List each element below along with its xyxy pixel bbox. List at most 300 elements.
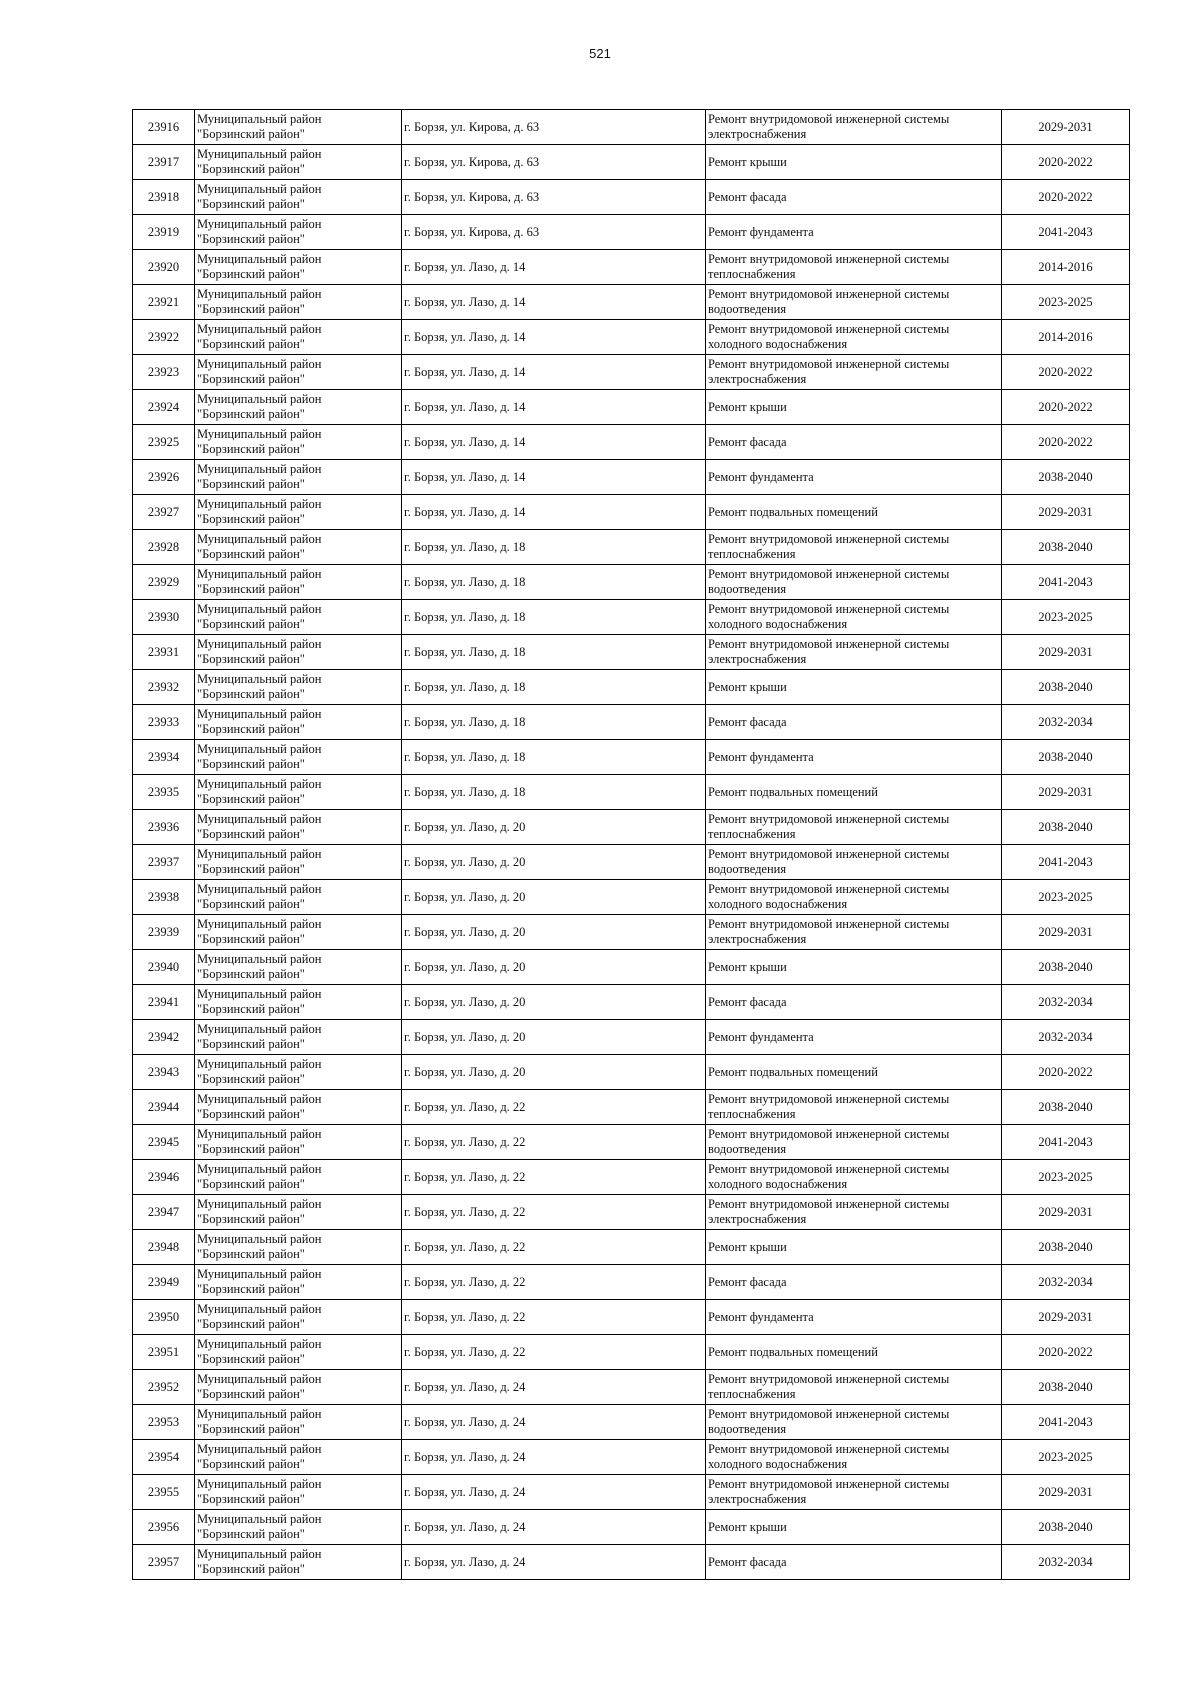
municipality-line: Муниципальный район xyxy=(197,1092,322,1106)
address-cell: г. Борзя, ул. Лазо, д. 22 xyxy=(402,1335,706,1370)
municipality-line: "Борзинский район" xyxy=(197,127,305,141)
address-cell: г. Борзя, ул. Кирова, д. 63 xyxy=(402,145,706,180)
row-number-cell: 23917 xyxy=(133,145,195,180)
work-type-line: водоотведения xyxy=(708,862,787,876)
municipality-cell xyxy=(195,530,402,565)
work-type-cell xyxy=(706,985,1002,1020)
period-cell: 2020-2022 xyxy=(1002,180,1130,215)
municipality-line: "Борзинский район" xyxy=(197,1422,305,1436)
address-cell: г. Борзя, ул. Лазо, д. 22 xyxy=(402,1230,706,1265)
municipality-line: Муниципальный район xyxy=(197,1022,322,1036)
row-number-cell: 23933 xyxy=(133,705,195,740)
municipality-cell xyxy=(195,985,402,1020)
municipality-cell xyxy=(195,1265,402,1300)
work-type-cell xyxy=(706,1440,1002,1475)
municipality-line: Муниципальный район xyxy=(197,287,322,301)
address-cell: г. Борзя, ул. Лазо, д. 14 xyxy=(402,460,706,495)
work-type-line: Ремонт крыши xyxy=(708,1519,787,1534)
work-type-cell xyxy=(706,705,1002,740)
row-number-cell: 23931 xyxy=(133,635,195,670)
address-cell: г. Борзя, ул. Лазо, д. 18 xyxy=(402,635,706,670)
period-cell: 2020-2022 xyxy=(1002,390,1130,425)
period-cell: 2029-2031 xyxy=(1002,495,1130,530)
municipality-line: "Борзинский район" xyxy=(197,372,305,386)
work-type-cell xyxy=(706,1510,1002,1545)
municipality-cell xyxy=(195,460,402,495)
period-cell: 2038-2040 xyxy=(1002,670,1130,705)
work-type-line: Ремонт внутридомовой инженерной системы xyxy=(708,1092,950,1106)
work-type-line: Ремонт внутридомовой инженерной системы xyxy=(708,637,950,651)
address-cell: г. Борзя, ул. Лазо, д. 20 xyxy=(402,1055,706,1090)
table-row xyxy=(133,1300,1130,1335)
work-type-line: Ремонт фасада xyxy=(708,1274,787,1289)
work-type-line: Ремонт подвальных помещений xyxy=(708,504,878,519)
municipality-line: "Борзинский район" xyxy=(197,617,305,631)
work-type-line: Ремонт внутридомовой инженерной системы xyxy=(708,847,950,861)
work-type-cell xyxy=(706,880,1002,915)
address-cell: г. Борзя, ул. Лазо, д. 20 xyxy=(402,845,706,880)
address-cell: г. Борзя, ул. Кирова, д. 63 xyxy=(402,215,706,250)
row-number-cell: 23938 xyxy=(133,880,195,915)
work-type-line: теплоснабжения xyxy=(708,1107,796,1121)
work-type-line: электроснабжения xyxy=(708,652,807,666)
work-type-line: Ремонт внутридомовой инженерной системы xyxy=(708,812,950,826)
municipality-line: Муниципальный район xyxy=(197,357,322,371)
table-row xyxy=(133,1055,1130,1090)
municipality-cell xyxy=(195,390,402,425)
municipality-line: Муниципальный район xyxy=(197,147,322,161)
municipality-line: "Борзинский район" xyxy=(197,1387,305,1401)
work-type-line: Ремонт фасада xyxy=(708,994,787,1009)
municipality-line: Муниципальный район xyxy=(197,462,322,476)
row-number-cell: 23920 xyxy=(133,250,195,285)
address-cell: г. Борзя, ул. Лазо, д. 22 xyxy=(402,1195,706,1230)
municipality-line: "Борзинский район" xyxy=(197,302,305,316)
row-number-cell: 23947 xyxy=(133,1195,195,1230)
work-type-cell xyxy=(706,1475,1002,1510)
period-cell: 2032-2034 xyxy=(1002,1265,1130,1300)
municipality-cell xyxy=(195,1510,402,1545)
table-row xyxy=(133,600,1130,635)
municipality-line: "Борзинский район" xyxy=(197,687,305,701)
work-type-cell xyxy=(706,1545,1002,1580)
municipality-line: Муниципальный район xyxy=(197,847,322,861)
work-type-cell xyxy=(706,355,1002,390)
work-type-cell xyxy=(706,180,1002,215)
work-type-line: холодного водоснабжения xyxy=(708,617,848,631)
municipality-line: "Борзинский район" xyxy=(197,162,305,176)
table-row xyxy=(133,425,1130,460)
municipality-cell xyxy=(195,495,402,530)
address-cell: г. Борзя, ул. Лазо, д. 24 xyxy=(402,1440,706,1475)
work-type-cell xyxy=(706,1230,1002,1265)
work-type-line: теплоснабжения xyxy=(708,827,796,841)
period-cell: 2041-2043 xyxy=(1002,1405,1130,1440)
work-type-cell xyxy=(706,530,1002,565)
work-type-line: Ремонт крыши xyxy=(708,154,787,169)
work-type-line: водоотведения xyxy=(708,1142,787,1156)
period-cell: 2038-2040 xyxy=(1002,1510,1130,1545)
work-type-cell xyxy=(706,1335,1002,1370)
row-number-cell: 23939 xyxy=(133,915,195,950)
municipality-line: "Борзинский район" xyxy=(197,757,305,771)
work-type-line: Ремонт крыши xyxy=(708,959,787,974)
work-type-line: теплоснабжения xyxy=(708,547,796,561)
municipality-line: "Борзинский район" xyxy=(197,1282,305,1296)
work-type-line: Ремонт внутридомовой инженерной системы xyxy=(708,882,950,896)
municipality-line: Муниципальный район xyxy=(197,112,322,126)
table-row xyxy=(133,705,1130,740)
work-type-line: Ремонт фасада xyxy=(708,1554,787,1569)
municipality-cell xyxy=(195,215,402,250)
municipality-line: Муниципальный район xyxy=(197,392,322,406)
period-cell: 2029-2031 xyxy=(1002,915,1130,950)
work-type-cell xyxy=(706,1160,1002,1195)
municipality-line: Муниципальный район xyxy=(197,252,322,266)
municipality-line: "Борзинский район" xyxy=(197,1107,305,1121)
work-type-cell xyxy=(706,320,1002,355)
work-type-cell xyxy=(706,810,1002,845)
municipality-line: Муниципальный район xyxy=(197,1337,322,1351)
row-number-cell: 23936 xyxy=(133,810,195,845)
work-type-cell xyxy=(706,635,1002,670)
row-number-cell: 23926 xyxy=(133,460,195,495)
municipality-cell xyxy=(195,1230,402,1265)
row-number-cell: 23940 xyxy=(133,950,195,985)
municipality-line: Муниципальный район xyxy=(197,777,322,791)
work-type-line: теплоснабжения xyxy=(708,1387,796,1401)
table-row xyxy=(133,495,1130,530)
address-cell: г. Борзя, ул. Лазо, д. 18 xyxy=(402,775,706,810)
table-row xyxy=(133,740,1130,775)
municipality-cell xyxy=(195,1300,402,1335)
row-number-cell: 23923 xyxy=(133,355,195,390)
municipality-cell xyxy=(195,180,402,215)
address-cell: г. Борзя, ул. Лазо, д. 14 xyxy=(402,495,706,530)
period-cell: 2038-2040 xyxy=(1002,810,1130,845)
row-number-cell: 23950 xyxy=(133,1300,195,1335)
period-cell: 2041-2043 xyxy=(1002,565,1130,600)
period-cell: 2020-2022 xyxy=(1002,1055,1130,1090)
address-cell: г. Борзя, ул. Лазо, д. 18 xyxy=(402,565,706,600)
municipality-line: Муниципальный район xyxy=(197,322,322,336)
municipality-cell xyxy=(195,250,402,285)
address-cell: г. Борзя, ул. Лазо, д. 24 xyxy=(402,1510,706,1545)
municipality-cell xyxy=(195,635,402,670)
row-number-cell: 23943 xyxy=(133,1055,195,1090)
table-row xyxy=(133,1335,1130,1370)
work-type-cell xyxy=(706,425,1002,460)
period-cell: 2029-2031 xyxy=(1002,635,1130,670)
municipality-line: Муниципальный район xyxy=(197,672,322,686)
work-type-line: Ремонт фундамента xyxy=(708,749,814,764)
work-type-cell xyxy=(706,495,1002,530)
row-number-cell: 23955 xyxy=(133,1475,195,1510)
municipality-line: "Борзинский район" xyxy=(197,1492,305,1506)
municipality-line: "Борзинский район" xyxy=(197,1247,305,1261)
municipality-cell xyxy=(195,1475,402,1510)
municipality-cell xyxy=(195,320,402,355)
work-type-line: Ремонт внутридомовой инженерной системы xyxy=(708,112,950,126)
address-cell: г. Борзя, ул. Лазо, д. 20 xyxy=(402,950,706,985)
address-cell: г. Борзя, ул. Лазо, д. 14 xyxy=(402,355,706,390)
period-cell: 2038-2040 xyxy=(1002,530,1130,565)
municipality-line: Муниципальный район xyxy=(197,1512,322,1526)
work-type-cell xyxy=(706,1265,1002,1300)
row-number-cell: 23935 xyxy=(133,775,195,810)
work-type-cell xyxy=(706,110,1002,145)
period-cell: 2029-2031 xyxy=(1002,1475,1130,1510)
work-type-cell xyxy=(706,1405,1002,1440)
row-number-cell: 23949 xyxy=(133,1265,195,1300)
work-type-line: Ремонт фасада xyxy=(708,434,787,449)
work-type-line: холодного водоснабжения xyxy=(708,1457,848,1471)
period-cell: 2041-2043 xyxy=(1002,215,1130,250)
table-row xyxy=(133,845,1130,880)
address-cell: г. Борзя, ул. Кирова, д. 63 xyxy=(402,110,706,145)
work-type-line: электроснабжения xyxy=(708,1492,807,1506)
table-row xyxy=(133,250,1130,285)
row-number-cell: 23927 xyxy=(133,495,195,530)
municipality-line: "Борзинский район" xyxy=(197,267,305,281)
work-type-line: Ремонт внутридомовой инженерной системы xyxy=(708,1477,950,1491)
work-type-line: Ремонт фасада xyxy=(708,189,787,204)
period-cell: 2038-2040 xyxy=(1002,1230,1130,1265)
period-cell: 2032-2034 xyxy=(1002,985,1130,1020)
municipality-line: "Борзинский район" xyxy=(197,407,305,421)
work-type-cell xyxy=(706,845,1002,880)
municipality-line: Муниципальный район xyxy=(197,952,322,966)
row-number-cell: 23930 xyxy=(133,600,195,635)
row-number-cell: 23957 xyxy=(133,1545,195,1580)
municipality-cell xyxy=(195,1545,402,1580)
work-type-line: Ремонт внутридомовой инженерной системы xyxy=(708,357,950,371)
row-number-cell: 23941 xyxy=(133,985,195,1020)
table-row xyxy=(133,390,1130,425)
municipality-line: Муниципальный район xyxy=(197,707,322,721)
address-cell: г. Борзя, ул. Лазо, д. 24 xyxy=(402,1405,706,1440)
municipality-line: "Борзинский район" xyxy=(197,1037,305,1051)
address-cell: г. Борзя, ул. Лазо, д. 22 xyxy=(402,1160,706,1195)
municipality-line: Муниципальный район xyxy=(197,1267,322,1281)
municipality-line: "Борзинский район" xyxy=(197,862,305,876)
period-cell: 2023-2025 xyxy=(1002,600,1130,635)
municipality-cell xyxy=(195,740,402,775)
municipality-line: Муниципальный район xyxy=(197,637,322,651)
municipality-line: Муниципальный район xyxy=(197,567,322,581)
municipality-line: Муниципальный район xyxy=(197,812,322,826)
period-cell: 2032-2034 xyxy=(1002,705,1130,740)
municipality-line: "Борзинский район" xyxy=(197,337,305,351)
row-number-cell: 23919 xyxy=(133,215,195,250)
municipality-cell xyxy=(195,810,402,845)
registry-table xyxy=(132,109,1130,1580)
table-row xyxy=(133,1160,1130,1195)
table-row xyxy=(133,460,1130,495)
address-cell: г. Борзя, ул. Лазо, д. 18 xyxy=(402,740,706,775)
work-type-line: холодного водоснабжения xyxy=(708,337,848,351)
table-row xyxy=(133,110,1130,145)
table-row xyxy=(133,1125,1130,1160)
work-type-line: Ремонт фасада xyxy=(708,714,787,729)
table-row xyxy=(133,670,1130,705)
municipality-line: Муниципальный район xyxy=(197,742,322,756)
period-cell: 2020-2022 xyxy=(1002,145,1130,180)
municipality-line: Муниципальный район xyxy=(197,602,322,616)
address-cell: г. Борзя, ул. Лазо, д. 20 xyxy=(402,1020,706,1055)
municipality-line: "Борзинский район" xyxy=(197,1002,305,1016)
work-type-cell xyxy=(706,600,1002,635)
municipality-line: "Борзинский район" xyxy=(197,232,305,246)
municipality-cell xyxy=(195,1125,402,1160)
municipality-line: "Борзинский район" xyxy=(197,512,305,526)
municipality-line: "Борзинский район" xyxy=(197,1352,305,1366)
work-type-cell xyxy=(706,1195,1002,1230)
table-row xyxy=(133,1405,1130,1440)
municipality-line: "Борзинский район" xyxy=(197,897,305,911)
work-type-line: водоотведения xyxy=(708,582,787,596)
municipality-line: "Борзинский район" xyxy=(197,967,305,981)
address-cell: г. Борзя, ул. Лазо, д. 20 xyxy=(402,810,706,845)
municipality-line: Муниципальный район xyxy=(197,1232,322,1246)
municipality-line: Муниципальный район xyxy=(197,532,322,546)
table-row xyxy=(133,1265,1130,1300)
municipality-line: "Борзинский район" xyxy=(197,1527,305,1541)
work-type-cell xyxy=(706,565,1002,600)
work-type-cell xyxy=(706,950,1002,985)
municipality-line: Муниципальный район xyxy=(197,1302,322,1316)
row-number-cell: 23934 xyxy=(133,740,195,775)
period-cell: 2038-2040 xyxy=(1002,1090,1130,1125)
row-number-cell: 23952 xyxy=(133,1370,195,1405)
municipality-line: Муниципальный район xyxy=(197,497,322,511)
work-type-line: Ремонт внутридомовой инженерной системы xyxy=(708,252,950,266)
municipality-line: Муниципальный район xyxy=(197,1477,322,1491)
period-cell: 2029-2031 xyxy=(1002,110,1130,145)
municipality-line: "Борзинский район" xyxy=(197,1072,305,1086)
work-type-line: теплоснабжения xyxy=(708,267,796,281)
work-type-line: Ремонт фундамента xyxy=(708,469,814,484)
work-type-line: Ремонт фундамента xyxy=(708,1029,814,1044)
municipality-cell xyxy=(195,145,402,180)
work-type-line: электроснабжения xyxy=(708,932,807,946)
municipality-line: "Борзинский район" xyxy=(197,1457,305,1471)
work-type-line: Ремонт внутридомовой инженерной системы xyxy=(708,1197,950,1211)
municipality-line: "Борзинский район" xyxy=(197,1177,305,1191)
municipality-line: "Борзинский район" xyxy=(197,932,305,946)
address-cell: г. Борзя, ул. Лазо, д. 20 xyxy=(402,985,706,1020)
work-type-cell xyxy=(706,1020,1002,1055)
table-row xyxy=(133,880,1130,915)
period-cell: 2038-2040 xyxy=(1002,740,1130,775)
address-cell: г. Борзя, ул. Лазо, д. 22 xyxy=(402,1125,706,1160)
work-type-line: Ремонт внутридомовой инженерной системы xyxy=(708,322,950,336)
work-type-line: Ремонт внутридомовой инженерной системы xyxy=(708,1407,950,1421)
municipality-line: Муниципальный район xyxy=(197,182,322,196)
work-type-line: холодного водоснабжения xyxy=(708,897,848,911)
table-row xyxy=(133,145,1130,180)
municipality-line: Муниципальный район xyxy=(197,1197,322,1211)
municipality-cell xyxy=(195,565,402,600)
address-cell: г. Борзя, ул. Лазо, д. 14 xyxy=(402,285,706,320)
municipality-cell xyxy=(195,110,402,145)
work-type-cell xyxy=(706,390,1002,425)
work-type-cell xyxy=(706,915,1002,950)
address-cell: г. Борзя, ул. Лазо, д. 18 xyxy=(402,530,706,565)
row-number-cell: 23929 xyxy=(133,565,195,600)
municipality-line: Муниципальный район xyxy=(197,882,322,896)
municipality-line: Муниципальный район xyxy=(197,1407,322,1421)
municipality-line: Муниципальный район xyxy=(197,987,322,1001)
address-cell: г. Борзя, ул. Лазо, д. 24 xyxy=(402,1475,706,1510)
municipality-line: Муниципальный район xyxy=(197,1372,322,1386)
work-type-line: электроснабжения xyxy=(708,372,807,386)
municipality-cell xyxy=(195,1195,402,1230)
work-type-cell xyxy=(706,670,1002,705)
municipality-line: Муниципальный район xyxy=(197,1127,322,1141)
work-type-line: электроснабжения xyxy=(708,1212,807,1226)
work-type-line: Ремонт внутридомовой инженерной системы xyxy=(708,287,950,301)
table-row xyxy=(133,565,1130,600)
table-row xyxy=(133,810,1130,845)
municipality-line: "Борзинский район" xyxy=(197,582,305,596)
municipality-cell xyxy=(195,775,402,810)
municipality-cell xyxy=(195,425,402,460)
table-row xyxy=(133,1510,1130,1545)
page-number: 521 xyxy=(589,46,611,61)
row-number-cell: 23922 xyxy=(133,320,195,355)
address-cell: г. Борзя, ул. Лазо, д. 20 xyxy=(402,880,706,915)
work-type-line: Ремонт подвальных помещений xyxy=(708,1064,878,1079)
table-row xyxy=(133,1370,1130,1405)
address-cell: г. Борзя, ул. Лазо, д. 14 xyxy=(402,320,706,355)
work-type-cell xyxy=(706,775,1002,810)
table-row xyxy=(133,320,1130,355)
row-number-cell: 23937 xyxy=(133,845,195,880)
work-type-cell xyxy=(706,460,1002,495)
work-type-cell xyxy=(706,215,1002,250)
municipality-cell xyxy=(195,915,402,950)
municipality-cell xyxy=(195,845,402,880)
row-number-cell: 23932 xyxy=(133,670,195,705)
row-number-cell: 23953 xyxy=(133,1405,195,1440)
address-cell: г. Борзя, ул. Кирова, д. 63 xyxy=(402,180,706,215)
municipality-line: Муниципальный район xyxy=(197,917,322,931)
row-number-cell: 23956 xyxy=(133,1510,195,1545)
period-cell: 2038-2040 xyxy=(1002,1370,1130,1405)
row-number-cell: 23944 xyxy=(133,1090,195,1125)
municipality-cell xyxy=(195,705,402,740)
table-row xyxy=(133,1475,1130,1510)
municipality-line: "Борзинский район" xyxy=(197,1142,305,1156)
row-number-cell: 23951 xyxy=(133,1335,195,1370)
municipality-cell xyxy=(195,670,402,705)
work-type-cell xyxy=(706,1300,1002,1335)
table-row xyxy=(133,1195,1130,1230)
table-row xyxy=(133,1230,1130,1265)
table-row xyxy=(133,180,1130,215)
municipality-line: "Борзинский район" xyxy=(197,442,305,456)
period-cell: 2020-2022 xyxy=(1002,425,1130,460)
row-number-cell: 23916 xyxy=(133,110,195,145)
municipality-line: "Борзинский район" xyxy=(197,792,305,806)
row-number-cell: 23946 xyxy=(133,1160,195,1195)
municipality-cell xyxy=(195,950,402,985)
work-type-line: Ремонт внутридомовой инженерной системы xyxy=(708,602,950,616)
work-type-cell xyxy=(706,145,1002,180)
work-type-line: Ремонт подвальных помещений xyxy=(708,1344,878,1359)
row-number-cell: 23942 xyxy=(133,1020,195,1055)
